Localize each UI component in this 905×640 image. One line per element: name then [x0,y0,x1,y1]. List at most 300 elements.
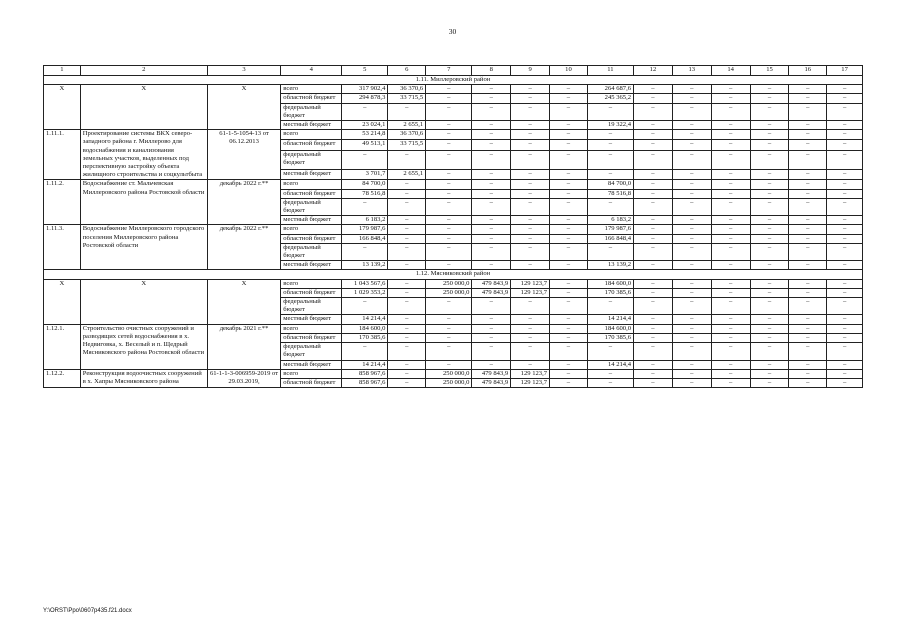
table-row [44,324,863,333]
funding-source: федеральный бюджет [281,243,342,260]
amount-cell: – [511,261,550,270]
amount-cell: – [472,216,511,225]
amount-cell: – [550,130,588,140]
amount-cell: 6 183,2 [342,216,388,225]
amount-cell: 13 139,2 [587,261,633,270]
amount-cell: – [711,234,750,243]
amount-cell: 170 385,6 [587,288,633,297]
amount-cell: – [750,198,789,215]
amount-cell: – [550,279,588,288]
amount-cell: 479 843,9 [472,378,511,387]
item-name: Водоснабжение ст. Мальчевская Миллеровского района Ростовской области [80,180,207,225]
amount-cell: – [672,130,711,140]
funding-source: областной бюджет [281,333,342,342]
amount-cell: 23 024,1 [342,121,388,130]
amount-cell: – [511,216,550,225]
amount-cell: – [827,369,863,378]
amount-cell: – [711,130,750,140]
amount-cell: – [672,378,711,387]
amount-cell: – [550,85,588,94]
amount-cell: – [827,315,863,324]
amount-cell: – [634,198,673,215]
amount-cell: – [634,180,673,189]
amount-cell: – [711,360,750,369]
amount-cell: 129 123,7 [511,369,550,378]
amount-cell: – [587,298,633,315]
section-header-row [44,76,863,85]
amount-cell: – [789,360,827,369]
amount-cell: – [550,140,588,150]
amount-cell: – [750,103,789,120]
item-name: Проектирование системы ВКХ северо-западного района г. Миллерово для водоснабжения и канализования земельных участков, выделенных под перспективную застройку объекта жилищного строительства и соцкультбыта [80,130,207,180]
amount-cell: – [587,378,633,387]
amount-cell: – [550,298,588,315]
amount-cell: – [711,333,750,342]
funding-source: всего [281,369,342,378]
amount-cell: 166 848,4 [342,234,388,243]
amount-cell: – [426,140,472,150]
amount-cell: – [750,216,789,225]
amount-cell: – [472,360,511,369]
amount-cell: – [388,298,426,315]
amount-cell: – [426,121,472,130]
document-ref: декабрь 2021 г.** [207,324,281,369]
amount-cell: – [789,261,827,270]
amount-cell: – [750,85,789,94]
amount-cell: – [789,298,827,315]
amount-cell: – [711,343,750,360]
amount-cell: – [711,298,750,315]
amount-cell: – [827,180,863,189]
column-number: 12 [634,66,673,76]
amount-cell: – [388,189,426,198]
amount-cell: – [789,189,827,198]
amount-cell: – [587,140,633,150]
amount-cell: – [750,324,789,333]
amount-cell: 78 516,8 [342,189,388,198]
amount-cell: – [711,103,750,120]
amount-cell: 84 700,0 [342,180,388,189]
amount-cell: – [472,324,511,333]
amount-cell: – [511,189,550,198]
amount-cell: 49 513,1 [342,140,388,150]
amount-cell: 184 600,0 [342,324,388,333]
item-name: Х [80,85,207,130]
amount-cell: – [388,180,426,189]
amount-cell: – [511,243,550,260]
amount-cell: – [472,333,511,342]
amount-cell: – [388,360,426,369]
amount-cell: 14 214,4 [342,315,388,324]
table-row [44,85,863,94]
amount-cell: 179 987,6 [342,225,388,234]
amount-cell: – [388,216,426,225]
amount-cell: – [388,103,426,120]
amount-cell: – [711,378,750,387]
amount-cell: – [426,94,472,103]
amount-cell: – [550,378,588,387]
amount-cell: – [472,225,511,234]
amount-cell: – [388,225,426,234]
amount-cell: – [827,170,863,180]
amount-cell: 317 902,4 [342,85,388,94]
amount-cell: – [672,121,711,130]
amount-cell: 19 322,4 [587,121,633,130]
amount-cell: 166 848,4 [587,234,633,243]
amount-cell: – [672,216,711,225]
file-path-footer: Y:\ORST\Ppo\0607p435.f21.docx [43,608,132,614]
amount-cell: – [426,343,472,360]
table-row [44,369,863,378]
amount-cell: 1 029 353,2 [342,288,388,297]
amount-cell: – [587,198,633,215]
column-number: 7 [426,66,472,76]
amount-cell: – [550,369,588,378]
amount-cell: – [750,288,789,297]
amount-cell: – [634,243,673,260]
amount-cell: 36 370,6 [388,130,426,140]
amount-cell: – [511,170,550,180]
amount-cell: – [550,94,588,103]
funding-source: федеральный бюджет [281,343,342,360]
amount-cell: – [789,315,827,324]
amount-cell: – [426,150,472,169]
funding-source: всего [281,130,342,140]
amount-cell: – [472,150,511,169]
amount-cell: – [672,243,711,260]
amount-cell: – [672,85,711,94]
amount-cell: – [388,279,426,288]
column-number-row [44,66,863,76]
amount-cell: – [827,243,863,260]
amount-cell: – [827,85,863,94]
amount-cell: – [711,216,750,225]
amount-cell: – [472,121,511,130]
amount-cell: – [750,369,789,378]
amount-cell: – [672,343,711,360]
amount-cell: – [672,180,711,189]
amount-cell: – [426,198,472,215]
document-ref: Х [207,85,281,130]
funding-source: всего [281,180,342,189]
section-header-row [44,270,863,279]
item-name: Х [80,279,207,324]
amount-cell: – [827,130,863,140]
funding-source: местный бюджет [281,360,342,369]
amount-cell: – [672,140,711,150]
column-number: 4 [281,66,342,76]
item-name: Реконструкция водоочистных сооружений в х. Хапры Мясниковского района [80,369,207,387]
amount-cell: 14 214,4 [342,360,388,369]
amount-cell: – [550,121,588,130]
amount-cell: – [672,369,711,378]
amount-cell: 250 000,0 [426,288,472,297]
amount-cell: 858 967,6 [342,369,388,378]
item-number: Х [44,279,81,324]
amount-cell: 2 655,1 [388,170,426,180]
amount-cell: – [511,324,550,333]
amount-cell: – [587,150,633,169]
amount-cell: – [789,180,827,189]
amount-cell: – [634,279,673,288]
amount-cell: – [827,324,863,333]
amount-cell: – [672,94,711,103]
amount-cell: – [789,324,827,333]
column-number: 10 [550,66,588,76]
column-number: 3 [207,66,281,76]
amount-cell: 479 843,9 [472,369,511,378]
amount-cell: – [426,324,472,333]
amount-cell: 33 715,5 [388,94,426,103]
amount-cell: – [672,198,711,215]
amount-cell: – [711,189,750,198]
amount-cell: – [550,315,588,324]
amount-cell: 858 967,6 [342,378,388,387]
amount-cell: – [472,130,511,140]
amount-cell: – [342,103,388,120]
amount-cell: – [750,94,789,103]
amount-cell: – [550,333,588,342]
amount-cell: – [511,234,550,243]
funding-source: местный бюджет [281,261,342,270]
amount-cell: – [634,189,673,198]
amount-cell: – [550,180,588,189]
amount-cell: – [789,198,827,215]
amount-cell: – [789,150,827,169]
amount-cell: – [672,324,711,333]
amount-cell: – [711,180,750,189]
funding-source: областной бюджет [281,378,342,387]
amount-cell: – [511,198,550,215]
amount-cell: – [426,180,472,189]
document-ref: 61-1-5-1054-13 от 06.12.2013 [207,130,281,180]
amount-cell: – [550,103,588,120]
amount-cell: – [426,170,472,180]
amount-cell: – [634,360,673,369]
amount-cell: – [750,234,789,243]
amount-cell: – [789,343,827,360]
amount-cell: – [672,333,711,342]
amount-cell: – [426,189,472,198]
amount-cell: – [789,85,827,94]
funding-source: областной бюджет [281,234,342,243]
document-ref: декабрь 2022 г.** [207,225,281,270]
amount-cell: 250 000,0 [426,279,472,288]
funding-source: федеральный бюджет [281,150,342,169]
amount-cell: – [827,121,863,130]
amount-cell: – [672,103,711,120]
funding-source: всего [281,279,342,288]
amount-cell: – [827,343,863,360]
amount-cell: – [711,85,750,94]
amount-cell: – [426,225,472,234]
amount-cell: 6 183,2 [587,216,633,225]
amount-cell: – [587,130,633,140]
amount-cell: – [672,298,711,315]
amount-cell: 53 214,8 [342,130,388,140]
section-title: 1.11. Миллеровский район [44,76,863,85]
funding-source: областной бюджет [281,288,342,297]
amount-cell: – [472,180,511,189]
amount-cell: – [388,315,426,324]
amount-cell: – [511,225,550,234]
amount-cell: 479 843,9 [472,279,511,288]
amount-cell: – [789,121,827,130]
funding-source: областной бюджет [281,94,342,103]
amount-cell: – [672,279,711,288]
amount-cell: 294 878,3 [342,94,388,103]
amount-cell: – [634,234,673,243]
amount-cell: 264 687,6 [587,85,633,94]
amount-cell: 36 370,6 [388,85,426,94]
amount-cell: – [711,94,750,103]
funding-source: областной бюджет [281,189,342,198]
amount-cell: – [750,150,789,169]
amount-cell: – [388,198,426,215]
funding-source: местный бюджет [281,170,342,180]
amount-cell: – [672,315,711,324]
amount-cell: – [711,140,750,150]
funding-source: федеральный бюджет [281,298,342,315]
item-number: 1.11.3. [44,225,81,270]
amount-cell: – [550,170,588,180]
amount-cell: – [789,369,827,378]
amount-cell: – [634,225,673,234]
column-number: 11 [587,66,633,76]
amount-cell: 84 700,0 [587,180,633,189]
amount-cell: – [472,198,511,215]
funding-source: местный бюджет [281,315,342,324]
amount-cell: – [634,121,673,130]
amount-cell: – [511,85,550,94]
amount-cell: – [426,85,472,94]
amount-cell: 184 600,0 [587,324,633,333]
item-name: Строительство очистных сооружений и разводящих сетей водоснабжения в х. Недвиговка, х. Веселый и п. Щедрый Мясниковского района Ростовской области [80,324,207,369]
amount-cell: – [789,333,827,342]
amount-cell: 2 655,1 [388,121,426,130]
amount-cell: – [827,234,863,243]
amount-cell: – [672,288,711,297]
item-name: Водоснабжение Миллеровского городского поселения Миллеровского района Ростовской области [80,225,207,270]
amount-cell: – [472,343,511,360]
amount-cell: – [388,234,426,243]
amount-cell: – [634,324,673,333]
amount-cell: 1 043 567,6 [342,279,388,288]
amount-cell: 129 123,7 [511,279,550,288]
amount-cell: – [750,315,789,324]
amount-cell: 170 385,6 [587,333,633,342]
amount-cell: – [634,288,673,297]
amount-cell: – [711,324,750,333]
amount-cell: – [789,279,827,288]
column-number: 16 [789,66,827,76]
amount-cell: – [472,189,511,198]
amount-cell: – [426,315,472,324]
amount-cell: – [388,243,426,260]
amount-cell: – [511,360,550,369]
amount-cell: – [550,150,588,169]
amount-cell: – [634,369,673,378]
amount-cell: – [672,360,711,369]
amount-cell: – [634,298,673,315]
amount-cell: – [472,298,511,315]
amount-cell: – [472,103,511,120]
amount-cell: 179 987,6 [587,225,633,234]
document-ref: Х [207,279,281,324]
amount-cell: – [827,150,863,169]
amount-cell: – [511,103,550,120]
column-number: 14 [711,66,750,76]
amount-cell: – [550,225,588,234]
amount-cell: – [550,261,588,270]
amount-cell: – [388,333,426,342]
table-row [44,279,863,288]
amount-cell: 250 000,0 [426,369,472,378]
amount-cell: – [827,140,863,150]
funding-source: федеральный бюджет [281,198,342,215]
amount-cell: – [511,315,550,324]
amount-cell: – [634,140,673,150]
amount-cell: – [388,261,426,270]
amount-cell: – [634,85,673,94]
amount-cell: – [634,94,673,103]
amount-cell: – [789,170,827,180]
amount-cell: – [426,360,472,369]
amount-cell: 170 385,6 [342,333,388,342]
amount-cell: 33 715,5 [388,140,426,150]
amount-cell: – [711,288,750,297]
amount-cell: – [750,378,789,387]
amount-cell: – [388,369,426,378]
column-number: 5 [342,66,388,76]
section-title: 1.12. Мясниковский район [44,270,863,279]
amount-cell: 13 139,2 [342,261,388,270]
column-number: 2 [80,66,207,76]
item-number: 1.11.1. [44,130,81,180]
table-row [44,130,863,140]
amount-cell: – [388,150,426,169]
amount-cell: – [426,234,472,243]
amount-cell: – [426,333,472,342]
amount-cell: – [789,378,827,387]
table-row [44,225,863,234]
amount-cell: – [827,360,863,369]
amount-cell: 479 843,9 [472,288,511,297]
amount-cell: – [672,225,711,234]
amount-cell: – [750,333,789,342]
amount-cell: – [827,279,863,288]
amount-cell: – [827,216,863,225]
column-number: 13 [672,66,711,76]
amount-cell: – [789,130,827,140]
amount-cell: – [750,261,789,270]
document-ref: 61-1-1-3-006959-2019 от 29.03.2019, [207,369,281,387]
amount-cell: – [472,170,511,180]
amount-cell: – [827,261,863,270]
column-number: 15 [750,66,789,76]
amount-cell: – [426,243,472,260]
amount-cell: – [634,216,673,225]
amount-cell: – [550,243,588,260]
amount-cell: – [587,170,633,180]
amount-cell: – [511,94,550,103]
amount-cell: – [750,121,789,130]
amount-cell: 184 600,0 [587,279,633,288]
amount-cell: – [511,180,550,189]
amount-cell: – [827,198,863,215]
amount-cell: – [750,130,789,140]
amount-cell: – [750,343,789,360]
